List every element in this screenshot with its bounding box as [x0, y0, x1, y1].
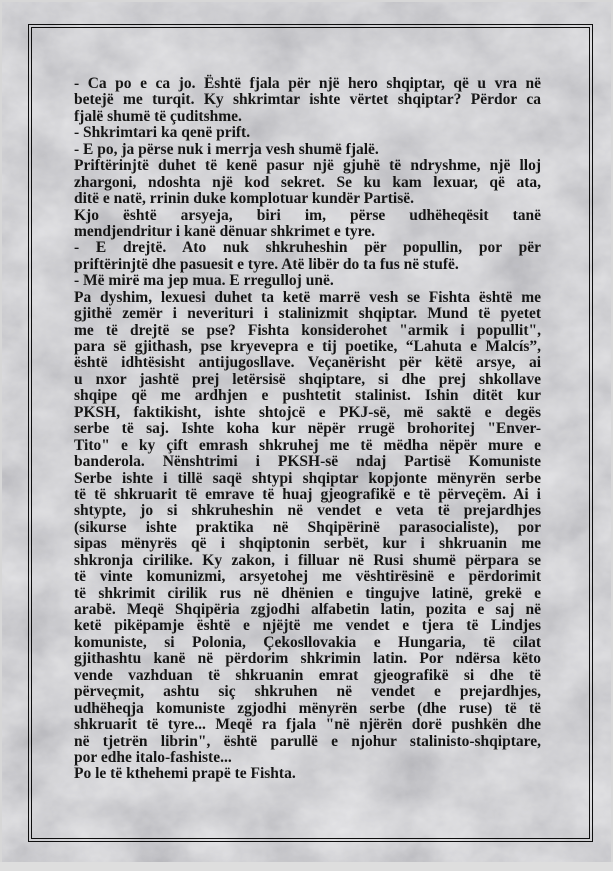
text-line: në tjetrën librin", është parullë e njohur stalinisto-shqiptare,: [74, 732, 541, 750]
text-line: ditë e natë, rrinin duke komplotuar kundër Partisë.: [74, 190, 415, 208]
text-line: u nxor jashtë prej letërsisë shqiptare, si dhe prej shkollave: [74, 370, 541, 388]
paragraph: [74, 125, 541, 141]
text-line: zhargoni, ndoshta një kod sekret. Se ku kam lexuar, që ata,: [74, 173, 541, 191]
text-line: Priftërinjtë duhet të kenë pasur një gjuhë të ndryshme, një lloj: [74, 157, 541, 175]
text-line: me të drejtë se pse? Fishta konsiderohet "armik i popullit",: [74, 321, 541, 339]
text-line: ketë pikëpamje është e njëjtë me vendet e tjera të Lindjes: [74, 617, 541, 635]
paragraph: [74, 290, 541, 767]
text-line: Po le të kthehemi prapë te Fishta.: [74, 765, 296, 783]
text-line: priftërinjtë dhe pasuesit e tyre. Atë libër do ta fus në stufë.: [74, 255, 459, 273]
text-line: udhëheqja komuniste zgjodhi mënyrën serbe (dhe ruse) të të: [74, 699, 541, 717]
text-line: është idhtësisht antijugosllave. Veçanërisht për këtë arsye, ai: [74, 354, 541, 372]
text-line: - E po, ja përse nuk i merrja vesh shumë fjalë.: [74, 140, 379, 158]
text-line: të shkrimit cirilik rus në dhënien e tingujve latinë, grekë e: [74, 584, 541, 602]
text-line: fjalë shumë të çuditshme.: [74, 107, 242, 125]
paragraph: [74, 76, 541, 125]
text-line: shqipe që me ardhjen e pushtetit stalinist. Ishin ditët kur: [74, 387, 541, 405]
paragraph: [74, 766, 541, 782]
paragraph: [74, 273, 541, 289]
text-line: gjithashtu kanë në përdorim shkrimin latin. Por ndërsa këto: [74, 650, 541, 668]
text-line: - Ca po e ca jo. Është fjala për një hero shqiptar, që u vra në: [74, 75, 541, 92]
text-line: mendjendritur i kanë dënuar shkrimet e tyre.: [74, 222, 375, 240]
text-line: - E drejtë. Ato nuk shkruheshin për popullin, por për: [74, 239, 541, 257]
text-line: të të shkruarit të emrave të huaj gjeografikë e të përveçëm. Ai i: [74, 485, 541, 503]
text-line: shkruarit të tyre... Meqë ra fjala "në njërën dorë pushkën dhe: [74, 716, 541, 734]
paragraph: [74, 142, 541, 158]
text-line: vende vazhduan të shkruanin emrat gjeografikë si dhe të: [74, 666, 541, 684]
paragraph: [74, 158, 541, 207]
text-line: - Shkrimtari ka qenë prift.: [74, 124, 251, 142]
text-line: të vinte komunizmi, arsyetohej me vështirësinë e përdorimit: [74, 568, 541, 586]
text-line: por edhe italo-fashiste...: [74, 748, 232, 766]
text-line: Kjo është arsyeja, biri im, përse udhëheqësit tanë: [74, 206, 541, 224]
text-line: para së gjithash, pse kryevepra e tij poetike, “Lahuta e Malcís”,: [74, 338, 541, 355]
text-line: Serbe ishte i tillë saqë shtypi shqiptar kopjonte mënyrën serbe: [74, 469, 541, 487]
paragraph: [74, 240, 541, 273]
text-line: serbe të saj. Ishte koha kur nëpër rrugë brohoritej "Enver-: [74, 420, 541, 438]
text-line: Tito" e ky çift emrash shkruhej me të mëdha nëpër mure e: [74, 436, 541, 454]
text-line: banderola. Nënshtrimi i PKSH-së ndaj Partisë Komuniste: [74, 453, 541, 471]
text-line: betejë me turqit. Ky shkrimtar ishte vërtet shqiptar? Përdor ca: [74, 91, 541, 109]
text-line: sipas mënyrës që i shqiptonin serbët, kur i shkruanin me: [74, 535, 541, 553]
paragraph: [74, 208, 541, 241]
text-block: [74, 76, 541, 783]
text-line: shtypte, jo si shkruheshin në vendet e veta të prejardhjes: [74, 502, 541, 520]
text-line: (sikurse ishte praktika në Shqipërinë parasocialiste), por: [74, 518, 541, 536]
text-line: shkronja cirilike. Ky zakon, i filluar në Rusi shumë përpara se: [74, 551, 541, 569]
text-line: - Më mirë ma jep mua. E rregulloj unë.: [74, 272, 334, 290]
text-line: PKSH, faktikisht, ishte shtojcë e PKJ-së, më saktë e degës: [74, 403, 541, 421]
text-line: përveçmit, ashtu siç shkruhen në vendet e prejardhjes,: [74, 683, 541, 701]
page-bottom-edge: [0, 862, 613, 871]
text-line: Pa dyshim, lexuesi duhet ta ketë marrë vesh se Fishta është me: [74, 288, 541, 306]
text-line: gjithë zemër i neverituri i stalinizmit shqiptar. Mund të pyetet: [74, 305, 541, 323]
text-line: arabë. Meqë Shqipëria zgjodhi alfabetin latin, pozita e saj në: [74, 601, 541, 618]
text-line: komuniste, si Polonia, Çekosllovakia e Hungaria, të cilat: [74, 633, 541, 651]
